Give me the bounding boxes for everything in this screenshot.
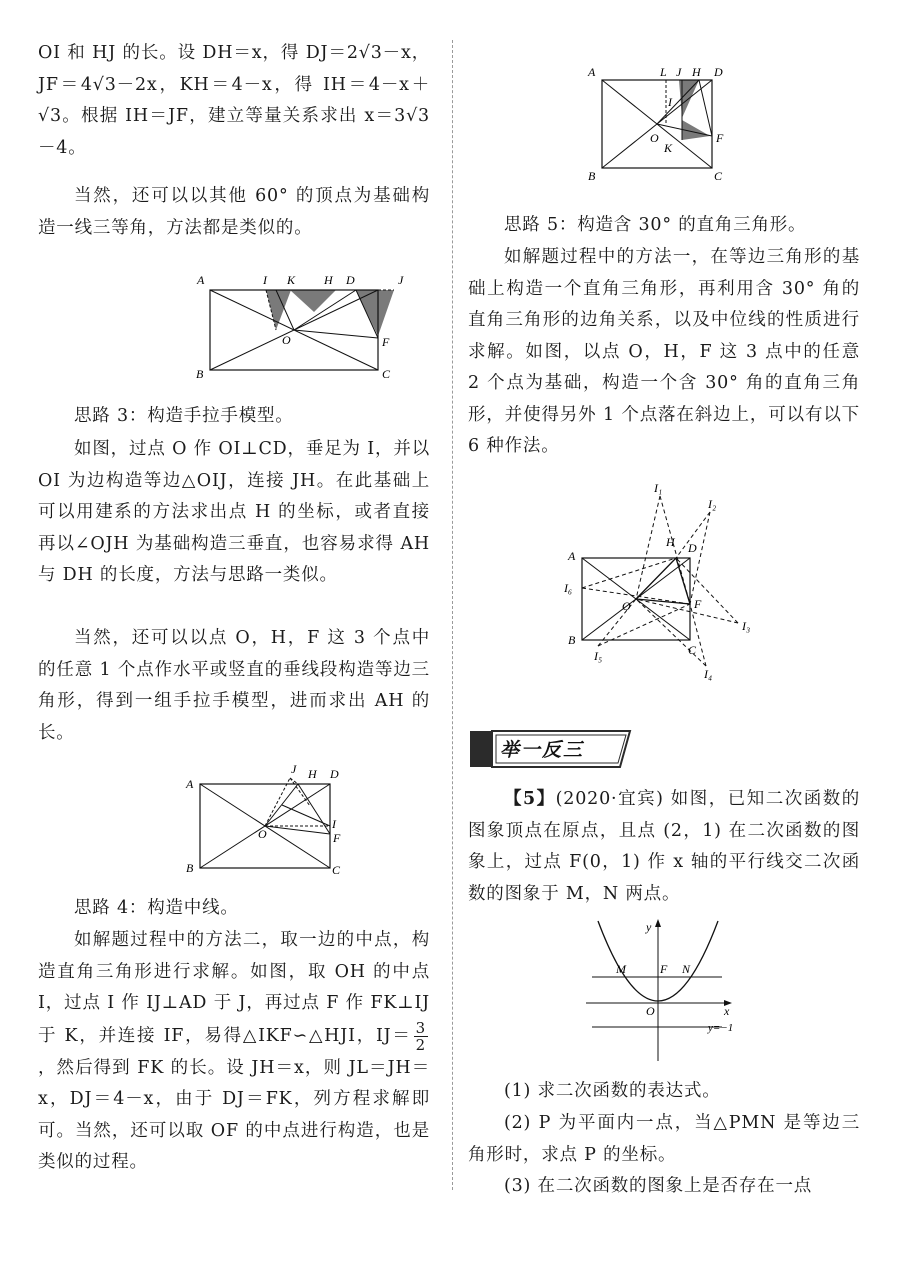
label-D: D xyxy=(714,65,723,79)
approach-4-title: 思路 4：构造中线。 xyxy=(74,898,239,918)
label-F: F xyxy=(382,335,390,349)
figure-2 xyxy=(158,758,358,878)
label-B: B xyxy=(186,861,194,875)
figure-3 xyxy=(578,58,758,190)
section-title: 举一反三 xyxy=(500,739,585,761)
figure-4 xyxy=(558,478,768,683)
label-N: N xyxy=(682,962,691,976)
fraction-numerator: 3 xyxy=(415,1018,426,1037)
question-2: (2) P 为平面内一点，当△PMN 是等边三角形时，求点 P 的坐标。 xyxy=(468,1113,860,1165)
label-A: A xyxy=(197,273,205,287)
label-L: L xyxy=(660,65,667,79)
label-K: K xyxy=(664,141,673,155)
label-I3: I₃ xyxy=(742,619,751,633)
question-1: (1) 求二次函数的表达式。 xyxy=(504,1081,721,1101)
paragraph-5 xyxy=(38,925,430,1179)
question-3: (3) 在二次函数的图象上是否存在一点 xyxy=(504,1176,813,1196)
label-I6: I₆ xyxy=(564,581,573,595)
label-B: B xyxy=(588,169,596,183)
label-F: F xyxy=(660,962,668,976)
label-I2: I₂ xyxy=(708,497,717,511)
label-H: H xyxy=(692,65,701,79)
label-H: H xyxy=(324,273,333,287)
approach-3-title: 思路 3：构造手拉手模型。 xyxy=(74,406,294,426)
paragraph-4: 当然，还可以以点 O，H，F 这 3 个点中的任意 1 个点作水平或竖直的垂线段构造等边三角形，得到一组手拉手模型，进而求出 AH 的长。 xyxy=(38,628,430,743)
paragraph-3: 如图，过点 O 作 OI⊥CD，垂足为 I，并以 OI 为边构造等边△OIJ，连接 JH。在此基础上可以用建系的方法求出点 H 的坐标，或者直接再以∠OJH 为基础构造三垂直，也容易求得 AH 与 DH 的长度，方法与思路一类似。 xyxy=(38,439,430,585)
label-F: F xyxy=(716,131,724,145)
label-K: K xyxy=(287,273,296,287)
label-C: C xyxy=(714,169,723,183)
label-J: J xyxy=(291,762,297,776)
label-A: A xyxy=(186,777,194,791)
label-y-minus-1: y=−1 xyxy=(708,1022,734,1034)
problem-number: 【5】 xyxy=(504,789,556,809)
figure-5-parabola xyxy=(576,917,756,1065)
fraction-three-halves xyxy=(414,1020,428,1053)
label-D: D xyxy=(330,767,339,781)
figure-1 xyxy=(148,268,404,383)
label-x: x xyxy=(724,1004,730,1018)
label-A: A xyxy=(568,549,576,563)
problem-text: (2020·宜宾) 如图，已知二次函数的图象顶点在原点，且点 (2，1) 在二次函数的图象上，过点 F(0，1) 作 x 轴的平行线交二次函数的图象于 M，N 两点。 xyxy=(468,789,861,904)
label-I4: I₄ xyxy=(704,667,713,681)
label-O: O xyxy=(646,1004,655,1018)
label-D: D xyxy=(346,273,355,287)
fraction-denominator: 2 xyxy=(415,1035,426,1054)
label-B: B xyxy=(568,633,576,647)
paragraph-5-part-1: 如解题过程中的方法二，取一边的中点，构造直角三角形进行求解。如图，取 OH 的中点 I，过点 I 作 IJ⊥AD 于 J，再过点 F 作 FK⊥IJ 于 K，并连接 IF，易得△IKF∽△HJI，IJ＝ xyxy=(38,930,430,1046)
paragraph-1: OI 和 HJ 的长。设 DH＝x，得 DJ＝2√3－x，JF＝4√3－2x，KH＝4－x，得 IH＝4－x＋√3。根据 IH＝JF，建立等量关系求出 x＝3√3－4。 xyxy=(38,43,430,158)
label-H: H xyxy=(666,535,675,549)
label-J: J xyxy=(398,273,404,287)
label-M: M xyxy=(616,962,626,976)
label-I: I xyxy=(263,273,267,287)
label-B: B xyxy=(196,367,204,381)
paragraph-6: 如解题过程中的方法一，在等边三角形的基础上构造一个直角三角形，再利用含 30° 角的直角三角形的边角关系，以及中位线的性质进行求解。如图，以点 O，H，F 这 3 点中的任意 2 个点为基础，构造一个含 30° 角的直角三角形，并使得另外 1 个点落在斜边上，可以有以下 6 种作法。 xyxy=(468,247,860,456)
label-O: O xyxy=(258,827,267,841)
label-I: I xyxy=(668,95,672,109)
label-D: D xyxy=(688,541,697,555)
approach-5-title: 思路 5：构造含 30° 的直角三角形。 xyxy=(504,215,807,235)
label-A: A xyxy=(588,65,596,79)
column-divider xyxy=(452,40,453,1190)
label-J: J xyxy=(676,65,682,79)
label-O: O xyxy=(622,599,631,613)
label-F: F xyxy=(694,597,702,611)
problem-5 xyxy=(468,784,860,910)
label-O: O xyxy=(282,333,291,347)
label-O: O xyxy=(650,131,659,145)
shaded-triangle-mid xyxy=(290,290,336,312)
label-F: F xyxy=(333,831,341,845)
label-C: C xyxy=(688,643,697,657)
paragraph-5-part-2: ，然后得到 FK 的长。设 JH＝x，则 JL＝JH＝x，DJ＝4－x，由于 DJ＝FK，列方程求解即可。当然，还可以取 OF 的中点进行构造，也是类似的过程。 xyxy=(38,1057,430,1172)
label-H: H xyxy=(308,767,317,781)
label-y: y xyxy=(646,920,652,934)
label-C: C xyxy=(382,367,391,381)
label-I: I xyxy=(332,817,336,831)
label-I5: I₅ xyxy=(594,649,603,663)
label-C: C xyxy=(332,863,341,877)
shaded-triangle-right xyxy=(356,290,394,336)
paragraph-2: 当然，还可以以其他 60° 的顶点为基础构造一线三等角，方法都是类似的。 xyxy=(38,186,430,238)
label-I1: I₁ xyxy=(654,481,663,495)
